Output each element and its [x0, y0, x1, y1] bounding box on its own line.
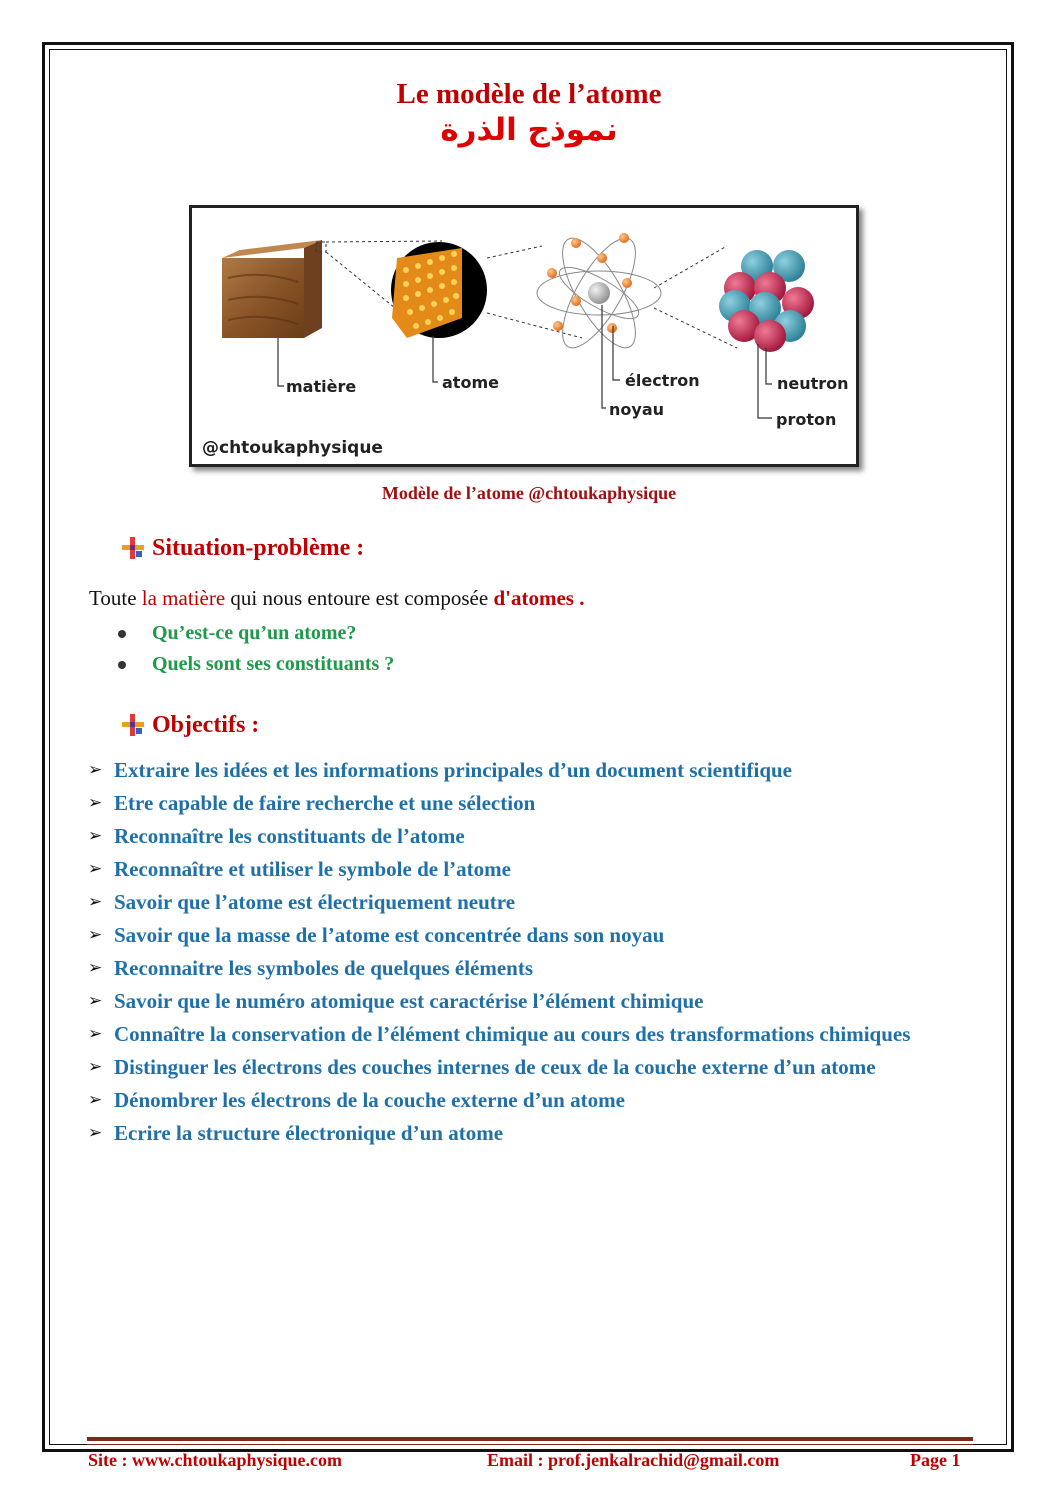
intro-text-1: Toute — [89, 586, 142, 610]
arrow-bullet-icon: ➢ — [88, 991, 103, 1011]
arrow-bullet-icon: ➢ — [88, 1024, 103, 1044]
objective-text: Distinguer les électrons des couches internes de ceux de la couche externe d’un atome — [114, 1055, 876, 1079]
section-bullet-icon — [122, 537, 144, 559]
label-proton: proton — [776, 410, 837, 429]
objective-item — [88, 1084, 968, 1117]
label-neutron: neutron — [777, 374, 849, 393]
figure-caption: Modèle de l’atome @chtoukaphysique — [381, 483, 677, 503]
objective-item — [88, 919, 968, 952]
objective-item — [88, 952, 968, 985]
label-noyau: noyau — [609, 400, 664, 419]
objective-item — [88, 1018, 968, 1051]
intro-sentence — [89, 586, 584, 611]
bullet-dot-icon — [118, 630, 126, 638]
footer-site-link[interactable]: Site : www.chtoukaphysique.com — [88, 1450, 343, 1470]
atom-model-illustration — [192, 208, 856, 464]
question-item — [118, 649, 394, 680]
objective-item — [88, 985, 968, 1018]
objective-text: Savoir que la masse de l’atome est concentrée dans son noyau — [114, 923, 665, 947]
atom-lattice — [391, 242, 487, 343]
label-matiere: matière — [286, 377, 357, 396]
arrow-bullet-icon: ➢ — [88, 826, 103, 846]
objective-text: Connaître la conservation de l’élément chimique au cours des transformations chimiques — [114, 1022, 911, 1046]
objective-item — [88, 820, 968, 853]
situation-heading-text: Situation-problème : — [152, 534, 365, 561]
atom-electron-cloud — [537, 228, 661, 357]
objective-item — [88, 1051, 968, 1084]
footer-page-number: Page 1 — [910, 1450, 961, 1470]
objectives-list — [88, 754, 968, 1150]
nucleus-cluster — [719, 250, 814, 352]
arrow-bullet-icon: ➢ — [88, 925, 103, 945]
intro-text-6: . — [573, 586, 585, 610]
arrow-bullet-icon: ➢ — [88, 958, 103, 978]
intro-text-3: qui nous entoure est — [225, 586, 399, 610]
objective-item — [88, 754, 968, 787]
footer-divider — [87, 1437, 973, 1441]
objective-text: Ecrire la structure électronique d’un atome — [114, 1121, 504, 1145]
footer-email-link[interactable]: Email : prof.jenkalrachid@gmail.com — [487, 1450, 780, 1470]
question-item — [118, 618, 394, 649]
question-text: Qu’est-ce qu’un atome? — [152, 622, 357, 644]
section-bullet-icon — [122, 714, 144, 736]
arrow-bullet-icon: ➢ — [88, 892, 103, 912]
objective-text: Savoir que le numéro atomique est caractérise l’élément chimique — [114, 989, 704, 1013]
objective-text: Savoir que l’atome est électriquement neutre — [114, 890, 516, 914]
page-title-arabic: نموذج الذرة — [440, 112, 618, 148]
objective-item — [88, 1117, 968, 1150]
footer-divider-thin — [87, 1444, 973, 1445]
intro-text-5: d'atomes — [493, 586, 574, 610]
arrow-bullet-icon: ➢ — [88, 1090, 103, 1110]
intro-text-2: la matière — [141, 586, 226, 610]
arrow-bullet-icon: ➢ — [88, 859, 103, 879]
bullet-dot-icon — [118, 661, 126, 669]
objective-item — [88, 853, 968, 886]
objectifs-heading — [122, 710, 259, 740]
figure-watermark: @chtoukaphysique — [202, 438, 383, 458]
label-atome: atome — [442, 373, 499, 392]
page-title: Le modèle de l’atome — [396, 78, 662, 110]
objectifs-heading-text: Objectifs : — [152, 711, 260, 738]
objective-item — [88, 886, 968, 919]
objective-text: Etre capable de faire recherche et une sélection — [114, 791, 536, 815]
arrow-bullet-icon: ➢ — [88, 760, 103, 780]
objective-text: Dénombrer les électrons de la couche externe d’un atome — [114, 1088, 625, 1112]
matter-cube — [222, 240, 322, 338]
arrow-bullet-icon: ➢ — [88, 1123, 103, 1143]
objective-text: Extraire les idées et les informations principales d’un document scientifique — [114, 758, 792, 782]
label-electron: électron — [625, 371, 700, 390]
arrow-bullet-icon: ➢ — [88, 1057, 103, 1077]
question-text: Quels sont ses constituants ? — [152, 653, 395, 675]
intro-text-4: composée — [398, 586, 494, 610]
question-list — [118, 618, 394, 680]
atom-model-figure — [189, 205, 859, 467]
objective-item — [88, 787, 968, 820]
situation-heading — [122, 533, 364, 563]
objective-text: Reconnaître les constituants de l’atome — [114, 824, 465, 848]
objective-text: Reconnaître et utiliser le symbole de l’atome — [114, 857, 511, 881]
arrow-bullet-icon: ➢ — [88, 793, 103, 813]
objective-text: Reconnaitre les symboles de quelques éléments — [114, 956, 534, 980]
